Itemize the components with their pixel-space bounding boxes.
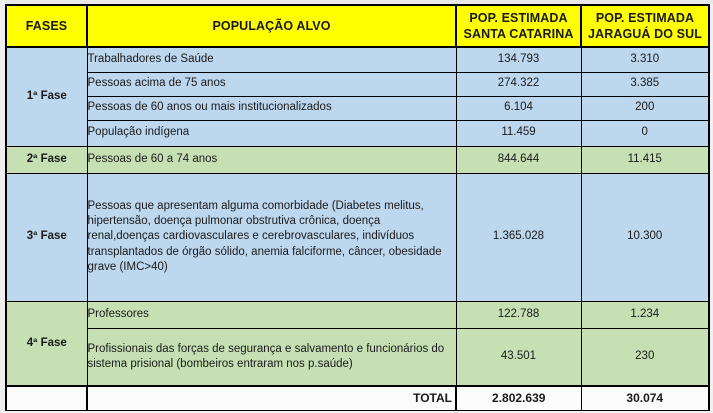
column-header-js-line1: POP. ESTIMADA: [595, 10, 695, 25]
target-population-cell: Profissionais das forças de segurança e salvamento e funcionários do sistema prisional (bombeiros entraram nos p.saúde): [87, 328, 456, 386]
pop-js-cell: 0: [581, 120, 709, 146]
pop-sc-cell: 122.788: [456, 301, 581, 328]
pop-sc-cell: 11.459: [456, 120, 581, 146]
target-population-cell: Pessoas que apresentam alguma comorbidade (Diabetes melitus, hipertensão, doença pulmonar obstrutiva crônica, doença renal,doenças cardiovasculares e cerebrovasculares, indivíduos transplantados de órgão sólido, anemia falciforme, câncer, obesidade grave (IMC>40): [87, 173, 456, 301]
pop-sc-cell: 1.365.028: [456, 173, 581, 301]
target-population-cell: Trabalhadores de Saúde: [87, 47, 456, 72]
column-header-js-line2: JARAGUÁ DO SUL: [588, 27, 702, 41]
phase-label-3: 3ª Fase: [6, 173, 87, 301]
table-row: [6, 301, 709, 328]
vaccination-phases-table: [5, 4, 710, 411]
table-row: [6, 96, 709, 120]
column-header-fases: FASES: [6, 5, 87, 47]
column-header-sc-line1: POP. ESTIMADA: [469, 10, 568, 25]
table-row: [6, 146, 709, 173]
pop-sc-cell: 274.322: [456, 72, 581, 96]
pop-js-cell: 230: [581, 328, 709, 386]
pop-js-cell: 200: [581, 96, 709, 120]
target-population-cell: Professores: [87, 301, 456, 328]
column-header-populacao-alvo: POPULAÇÃO ALVO: [87, 5, 456, 47]
phase-label-2: 2ª Fase: [6, 146, 87, 173]
table-container: [5, 4, 710, 411]
pop-sc-cell: 6.104: [456, 96, 581, 120]
phase-label-4: 4ª Fase: [6, 301, 87, 386]
table-header-row: [6, 5, 709, 47]
pop-js-cell: 10.300: [581, 173, 709, 301]
pop-sc-cell: 134.793: [456, 47, 581, 72]
pop-js-cell: 3.310: [581, 47, 709, 72]
total-sc-cell: 2.802.639: [456, 386, 581, 411]
column-header-pop-jaragua-do-sul: [581, 5, 709, 47]
total-label: TOTAL: [87, 386, 456, 411]
target-population-cell: Pessoas de 60 anos ou mais institucionalizados: [87, 96, 456, 120]
total-empty-cell: [6, 386, 87, 411]
phase-label-1: 1ª Fase: [6, 47, 87, 146]
table-row: [6, 120, 709, 146]
pop-sc-cell: 844.644: [456, 146, 581, 173]
target-population-cell: Pessoas acima de 75 anos: [87, 72, 456, 96]
target-population-cell: Pessoas de 60 a 74 anos: [87, 146, 456, 173]
pop-js-cell: 1.234: [581, 301, 709, 328]
column-header-sc-line2: SANTA CATARINA: [463, 27, 574, 41]
column-header-pop-santa-catarina: [456, 5, 581, 47]
target-population-cell: População indígena: [87, 120, 456, 146]
total-row: [6, 386, 709, 411]
pop-sc-cell: 43.501: [456, 328, 581, 386]
pop-js-cell: 3.385: [581, 72, 709, 96]
table-row: [6, 173, 709, 301]
total-js-cell: 30.074: [581, 386, 709, 411]
table-row: [6, 72, 709, 96]
pop-js-cell: 11.415: [581, 146, 709, 173]
table-row: [6, 47, 709, 72]
table-row: [6, 328, 709, 386]
